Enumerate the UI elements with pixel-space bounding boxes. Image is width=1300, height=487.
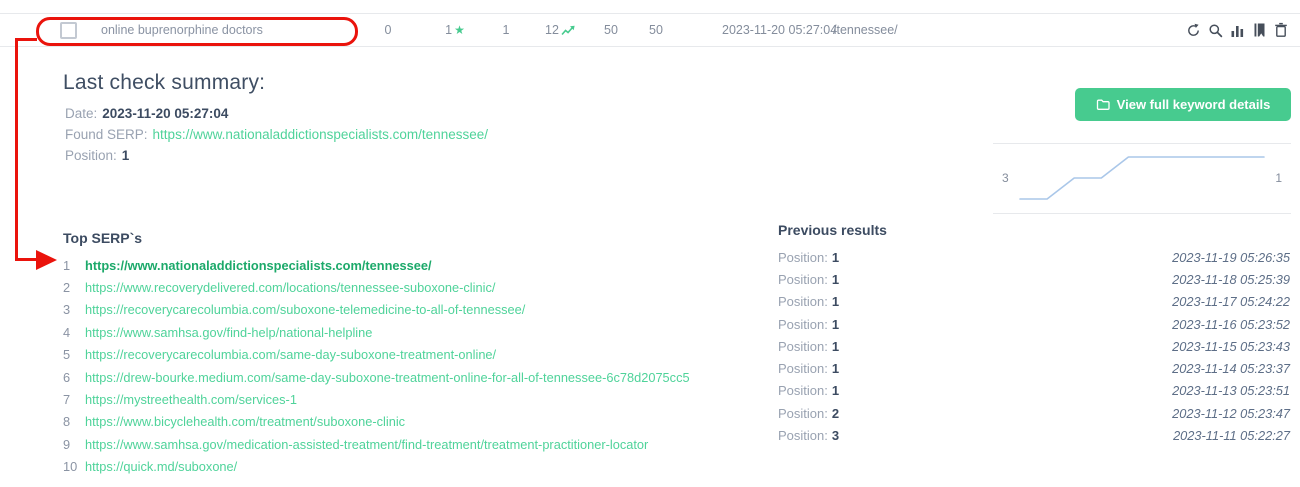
position-label: Position: bbox=[65, 148, 117, 163]
previous-position bbox=[778, 272, 839, 287]
position-value: 1 bbox=[121, 148, 130, 163]
previous-check-date: 2023-11-19 05:26:35 bbox=[1172, 249, 1290, 265]
serp-rank: 9 bbox=[63, 436, 71, 452]
top-serps-heading: Top SERP`s bbox=[63, 230, 143, 246]
serp-link[interactable]: https://www.bicyclehealth.com/treatment/suboxone-clinic bbox=[85, 414, 406, 430]
previous-position-label: Position: bbox=[778, 361, 828, 377]
trash-icon[interactable] bbox=[1274, 22, 1288, 38]
keyword-checkbox[interactable] bbox=[60, 22, 77, 39]
previous-position-value: 2 bbox=[831, 405, 840, 421]
previous-position bbox=[778, 250, 839, 265]
previous-result-row bbox=[778, 424, 1290, 446]
previous-position-value: 1 bbox=[831, 361, 840, 377]
top-serps-list bbox=[63, 254, 690, 478]
annotation-arrowhead-icon bbox=[36, 250, 57, 270]
annotation-connector bbox=[15, 258, 37, 261]
previous-check-date: 2023-11-15 05:23:43 bbox=[1172, 338, 1290, 354]
previous-result-row bbox=[778, 291, 1290, 313]
serp-result-row bbox=[63, 456, 690, 478]
previous-position-value: 1 bbox=[831, 249, 840, 265]
previous-position bbox=[778, 428, 839, 443]
previous-result-row bbox=[778, 380, 1290, 402]
previous-result-row bbox=[778, 313, 1290, 335]
found-serp-label: Found SERP: bbox=[65, 127, 148, 142]
serp-rank: 5 bbox=[63, 347, 71, 363]
stat-col-4 bbox=[545, 23, 575, 37]
sparkline-svg bbox=[1017, 149, 1267, 207]
serp-rank: 3 bbox=[63, 302, 71, 318]
previous-check-date: 2023-11-14 05:23:37 bbox=[1172, 361, 1290, 377]
serp-link[interactable]: https://drew-bourke.medium.com/same-day-suboxone-treatment-online-for-all-of-tennessee-6c78d2075cc5 bbox=[85, 369, 690, 385]
previous-position-label: Position: bbox=[778, 271, 828, 287]
previous-position bbox=[778, 383, 839, 398]
serp-link[interactable]: https://mystreethealth.com/services-1 bbox=[85, 392, 297, 408]
sparkline-start-label: 3 bbox=[1002, 171, 1009, 185]
serp-rank: 10 bbox=[63, 459, 78, 475]
search-icon[interactable] bbox=[1208, 23, 1223, 38]
serp-rank: 7 bbox=[63, 392, 71, 408]
view-full-keyword-details-button[interactable] bbox=[1075, 88, 1291, 121]
previous-position-value: 1 bbox=[831, 316, 840, 332]
bookmark-icon[interactable] bbox=[1252, 22, 1267, 38]
previous-check-date: 2023-11-11 05:22:27 bbox=[1173, 428, 1290, 444]
position-sparkline bbox=[993, 143, 1291, 214]
serp-result-row bbox=[63, 321, 690, 343]
previous-results-list bbox=[778, 246, 1290, 447]
dynamics-value: 12 bbox=[545, 23, 559, 37]
summary-heading: Last check summary: bbox=[63, 71, 266, 94]
previous-check-date: 2023-11-16 05:23:52 bbox=[1172, 316, 1290, 332]
previous-check-date: 2023-11-17 05:24:22 bbox=[1172, 294, 1290, 310]
previous-check-date: 2023-11-12 05:23:47 bbox=[1172, 405, 1290, 421]
previous-position bbox=[778, 406, 839, 421]
stat-col-2 bbox=[445, 23, 465, 37]
stat-col-3: 1 bbox=[502, 23, 510, 37]
previous-position-value: 1 bbox=[831, 383, 840, 399]
stat-col-1: 0 bbox=[384, 23, 392, 37]
serp-result-row bbox=[63, 366, 690, 388]
previous-position-value: 1 bbox=[831, 338, 840, 354]
stat-col-6: 50 bbox=[649, 23, 663, 37]
previous-position-label: Position: bbox=[778, 294, 828, 310]
refresh-icon[interactable] bbox=[1186, 23, 1201, 38]
previous-position-label: Position: bbox=[778, 428, 828, 444]
previous-position bbox=[778, 361, 839, 376]
serp-result-row bbox=[63, 276, 690, 298]
previous-position-value: 3 bbox=[831, 428, 840, 444]
keyword-row bbox=[0, 13, 1300, 47]
previous-position-label: Position: bbox=[778, 249, 828, 265]
previous-results-heading: Previous results bbox=[778, 222, 887, 238]
sparkline-path bbox=[1020, 157, 1264, 199]
serp-link[interactable]: https://quick.md/suboxone/ bbox=[85, 459, 238, 475]
annotation-connector bbox=[15, 38, 18, 261]
row-actions bbox=[1186, 22, 1288, 38]
serp-link[interactable]: https://recoverycarecolumbia.com/same-day-suboxone-treatment-online/ bbox=[85, 347, 497, 363]
previous-position-value: 1 bbox=[831, 271, 840, 287]
previous-check-date: 2023-11-13 05:23:51 bbox=[1172, 383, 1290, 399]
keyword-label[interactable]: online buprenorphine doctors bbox=[101, 23, 263, 37]
previous-position bbox=[778, 317, 839, 332]
previous-result-row bbox=[778, 335, 1290, 357]
serp-link[interactable]: https://recoverycarecolumbia.com/suboxone-telemedicine-to-all-of-tennessee/ bbox=[85, 302, 526, 318]
previous-position-label: Position: bbox=[778, 405, 828, 421]
previous-position-label: Position: bbox=[778, 316, 828, 332]
target-path: /tennessee/ bbox=[833, 23, 898, 37]
serp-result-row bbox=[63, 388, 690, 410]
serp-rank: 2 bbox=[63, 280, 71, 296]
summary-position-row bbox=[65, 148, 129, 163]
button-label: View full keyword details bbox=[1116, 97, 1271, 112]
chart-icon[interactable] bbox=[1230, 23, 1245, 38]
stat-col-5: 50 bbox=[604, 23, 618, 37]
serp-rank: 6 bbox=[63, 369, 71, 385]
serp-rank: 8 bbox=[63, 414, 71, 430]
previous-result-row bbox=[778, 246, 1290, 268]
serp-link[interactable]: https://www.samhsa.gov/medication-assisted-treatment/find-treatment/treatment-practitioner-locator bbox=[85, 436, 649, 452]
star-icon: ★ bbox=[454, 23, 465, 37]
serp-result-row bbox=[63, 411, 690, 433]
serp-rank: 4 bbox=[63, 324, 71, 340]
previous-position bbox=[778, 294, 839, 309]
date-value: 2023-11-20 05:27:04 bbox=[102, 106, 229, 121]
previous-position-value: 1 bbox=[831, 294, 840, 310]
previous-result-row bbox=[778, 402, 1290, 424]
date-label: Date: bbox=[65, 106, 98, 121]
previous-position-label: Position: bbox=[778, 383, 828, 399]
trend-up-icon bbox=[561, 25, 575, 36]
previous-result-row bbox=[778, 357, 1290, 379]
previous-result-row bbox=[778, 268, 1290, 290]
serp-result-row bbox=[63, 433, 690, 455]
serp-result-row bbox=[63, 254, 690, 276]
summary-serp-row bbox=[65, 127, 488, 142]
summary-date-row bbox=[65, 106, 228, 121]
serp-result-row bbox=[63, 344, 690, 366]
last-check-date: 2023-11-20 05:27:04 bbox=[722, 23, 838, 37]
serp-rank: 1 bbox=[63, 257, 71, 273]
best-position-value: 1 bbox=[445, 23, 453, 37]
previous-position bbox=[778, 339, 839, 354]
previous-check-date: 2023-11-18 05:25:39 bbox=[1172, 271, 1290, 287]
found-serp-link[interactable]: https://www.nationaladdictionspecialists.com/tennessee/ bbox=[152, 127, 488, 142]
serp-link[interactable]: https://www.samhsa.gov/find-help/national-helpline bbox=[85, 324, 373, 340]
serp-result-row bbox=[63, 299, 690, 321]
folder-icon bbox=[1096, 98, 1110, 111]
serp-link[interactable]: https://www.recoverydelivered.com/locations/tennessee-suboxone-clinic/ bbox=[85, 280, 496, 296]
previous-position-label: Position: bbox=[778, 338, 828, 354]
serp-link[interactable]: https://www.nationaladdictionspecialists.com/tennessee/ bbox=[85, 257, 432, 273]
sparkline-end-label: 1 bbox=[1275, 171, 1282, 185]
